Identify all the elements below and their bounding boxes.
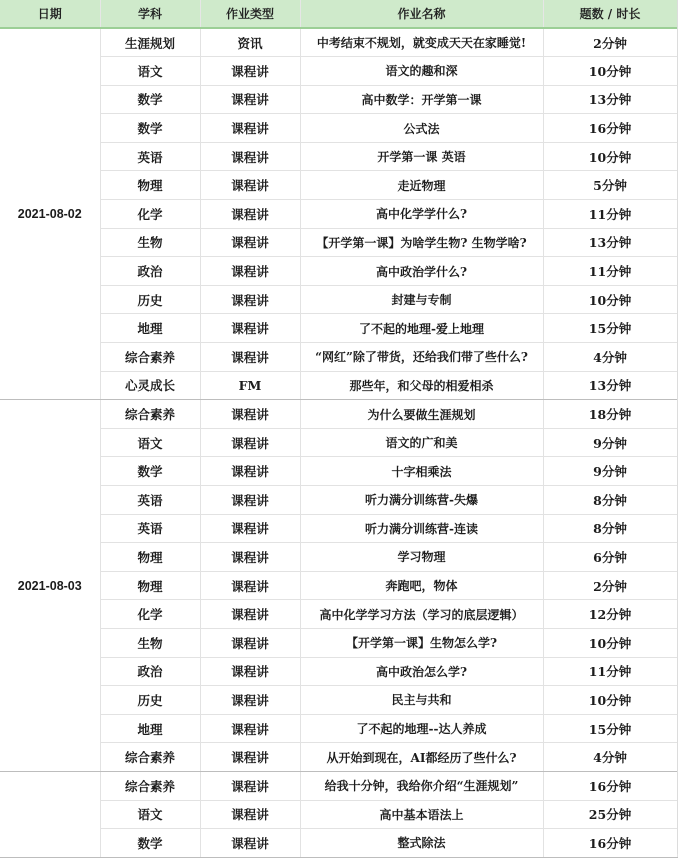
assignment-name-cell[interactable]: 十字相乘法 <box>300 457 543 486</box>
table-row[interactable] <box>0 600 677 629</box>
assignment-name-cell[interactable]: 了不起的地理--达人养成 <box>300 714 543 743</box>
subject-cell[interactable]: 政治 <box>100 657 200 686</box>
assignment-name-cell[interactable]: 听力满分训练营-失爆 <box>300 486 543 515</box>
table-row[interactable] <box>0 800 677 829</box>
duration-cell[interactable]: 11分钟 <box>543 657 677 686</box>
assignment-name-cell[interactable]: 高中基本语法上 <box>300 800 543 829</box>
duration-cell[interactable]: 2分钟 <box>543 28 677 57</box>
header-row <box>0 0 677 28</box>
table-row[interactable] <box>0 343 677 372</box>
table-row[interactable] <box>0 543 677 572</box>
table-row[interactable] <box>0 228 677 257</box>
type-cell[interactable]: 课程讲 <box>200 85 300 114</box>
subject-cell[interactable]: 生物 <box>100 228 200 257</box>
subject-cell[interactable]: 综合素养 <box>100 343 200 372</box>
subject-cell[interactable]: 英语 <box>100 514 200 543</box>
type-cell[interactable]: 课程讲 <box>200 428 300 457</box>
type-cell[interactable]: 课程讲 <box>200 457 300 486</box>
duration-cell[interactable]: 8分钟 <box>543 486 677 515</box>
assignment-name-cell[interactable]: 【开学第一课】为啥学生物? 生物学啥? <box>300 228 543 257</box>
table-row[interactable] <box>0 571 677 600</box>
subject-cell[interactable]: 综合素养 <box>100 771 200 800</box>
table-row[interactable] <box>0 114 677 143</box>
assignment-name-cell[interactable]: 高中化学学习方法（学习的底层逻辑） <box>300 600 543 629</box>
subject-cell[interactable]: 历史 <box>100 686 200 715</box>
subject-cell[interactable]: 数学 <box>100 114 200 143</box>
table-row[interactable] <box>0 714 677 743</box>
duration-cell[interactable]: 2分钟 <box>543 571 677 600</box>
duration-cell[interactable]: 4分钟 <box>543 343 677 372</box>
type-cell[interactable]: 课程讲 <box>200 800 300 829</box>
subject-cell[interactable]: 数学 <box>100 85 200 114</box>
assignment-name-cell[interactable]: 高中政治学什么? <box>300 257 543 286</box>
assignment-name-cell[interactable]: 从开始到现在，AI都经历了些什么? <box>300 743 543 772</box>
type-cell[interactable]: 课程讲 <box>200 285 300 314</box>
table-row[interactable] <box>0 400 677 429</box>
duration-cell[interactable]: 5分钟 <box>543 171 677 200</box>
duration-cell[interactable]: 10分钟 <box>543 628 677 657</box>
subject-cell[interactable]: 物理 <box>100 543 200 572</box>
assignment-name-cell[interactable]: 封建与专制 <box>300 285 543 314</box>
subject-cell[interactable]: 化学 <box>100 200 200 229</box>
type-cell[interactable]: 课程讲 <box>200 400 300 429</box>
header-date[interactable]: 日期 <box>0 0 100 28</box>
subject-cell[interactable]: 语文 <box>100 428 200 457</box>
table-row[interactable] <box>0 28 677 57</box>
table-row[interactable] <box>0 829 677 858</box>
type-cell[interactable]: 课程讲 <box>200 514 300 543</box>
type-cell[interactable]: 课程讲 <box>200 257 300 286</box>
assignment-name-cell[interactable]: 公式法 <box>300 114 543 143</box>
type-cell[interactable]: 课程讲 <box>200 142 300 171</box>
type-cell[interactable]: 课程讲 <box>200 600 300 629</box>
table-row[interactable] <box>0 285 677 314</box>
type-cell[interactable]: 课程讲 <box>200 343 300 372</box>
subject-cell[interactable]: 语文 <box>100 800 200 829</box>
assignment-name-cell[interactable]: 学习物理 <box>300 543 543 572</box>
subject-cell[interactable]: 数学 <box>100 829 200 858</box>
duration-cell[interactable]: 15分钟 <box>543 714 677 743</box>
assignment-name-cell[interactable]: 高中化学学什么? <box>300 200 543 229</box>
assignment-name-cell[interactable]: 听力满分训练营-连读 <box>300 514 543 543</box>
duration-cell[interactable]: 18分钟 <box>543 400 677 429</box>
duration-cell[interactable]: 10分钟 <box>543 285 677 314</box>
assignment-name-cell[interactable]: 【开学第一课】生物怎么学? <box>300 628 543 657</box>
header-duration[interactable]: 题数 / 时长 <box>543 0 677 28</box>
date-cell[interactable]: 2021-08-02 <box>0 28 100 400</box>
type-cell[interactable]: 课程讲 <box>200 657 300 686</box>
subject-cell[interactable]: 综合素养 <box>100 743 200 772</box>
date-cell[interactable]: 2021-08-03 <box>0 400 100 772</box>
type-cell[interactable]: 课程讲 <box>200 743 300 772</box>
type-cell[interactable]: 课程讲 <box>200 114 300 143</box>
type-cell[interactable]: 课程讲 <box>200 171 300 200</box>
subject-cell[interactable]: 化学 <box>100 600 200 629</box>
assignment-name-cell[interactable]: 整式除法 <box>300 829 543 858</box>
duration-cell[interactable]: 10分钟 <box>543 57 677 86</box>
duration-cell[interactable]: 16分钟 <box>543 829 677 858</box>
assignment-name-cell[interactable]: 开学第一课 英语 <box>300 142 543 171</box>
subject-cell[interactable]: 物理 <box>100 171 200 200</box>
type-cell[interactable]: 课程讲 <box>200 571 300 600</box>
table-row[interactable] <box>0 85 677 114</box>
assignment-name-cell[interactable]: “网红”除了带货，还给我们带了些什么? <box>300 343 543 372</box>
table-row[interactable] <box>0 486 677 515</box>
duration-cell[interactable]: 10分钟 <box>543 142 677 171</box>
type-cell[interactable]: 课程讲 <box>200 543 300 572</box>
assignment-name-cell[interactable]: 语文的广和美 <box>300 428 543 457</box>
subject-cell[interactable]: 数学 <box>100 457 200 486</box>
type-cell[interactable]: FM <box>200 371 300 400</box>
duration-cell[interactable]: 16分钟 <box>543 771 677 800</box>
assignment-name-cell[interactable]: 走近物理 <box>300 171 543 200</box>
table-row[interactable] <box>0 686 677 715</box>
type-cell[interactable]: 课程讲 <box>200 628 300 657</box>
type-cell[interactable]: 课程讲 <box>200 228 300 257</box>
table-row[interactable] <box>0 514 677 543</box>
duration-cell[interactable]: 25分钟 <box>543 800 677 829</box>
duration-cell[interactable]: 11分钟 <box>543 257 677 286</box>
subject-cell[interactable]: 心灵成长 <box>100 371 200 400</box>
table-row[interactable] <box>0 628 677 657</box>
table-row[interactable] <box>0 371 677 400</box>
subject-cell[interactable]: 物理 <box>100 571 200 600</box>
subject-cell[interactable]: 生物 <box>100 628 200 657</box>
duration-cell[interactable]: 13分钟 <box>543 85 677 114</box>
assignment-name-cell[interactable]: 民主与共和 <box>300 686 543 715</box>
table-row[interactable] <box>0 314 677 343</box>
subject-cell[interactable]: 英语 <box>100 486 200 515</box>
table-row[interactable] <box>0 200 677 229</box>
subject-cell[interactable]: 生涯规划 <box>100 28 200 57</box>
type-cell[interactable]: 课程讲 <box>200 486 300 515</box>
assignment-name-cell[interactable]: 奔跑吧，物体 <box>300 571 543 600</box>
duration-cell[interactable]: 15分钟 <box>543 314 677 343</box>
table-header <box>0 0 677 28</box>
type-cell[interactable]: 课程讲 <box>200 314 300 343</box>
table-row[interactable] <box>0 171 677 200</box>
assignment-name-cell[interactable]: 语文的趣和深 <box>300 57 543 86</box>
type-cell[interactable]: 课程讲 <box>200 200 300 229</box>
table-body <box>0 28 677 857</box>
assignment-name-cell[interactable]: 高中政治怎么学? <box>300 657 543 686</box>
type-cell[interactable]: 课程讲 <box>200 57 300 86</box>
duration-cell[interactable]: 13分钟 <box>543 228 677 257</box>
table-row[interactable] <box>0 457 677 486</box>
duration-cell[interactable]: 11分钟 <box>543 200 677 229</box>
table-row[interactable] <box>0 57 677 86</box>
table-row[interactable] <box>0 771 677 800</box>
type-cell[interactable]: 课程讲 <box>200 686 300 715</box>
assignment-name-cell[interactable]: 给我十分钟，我给你介绍“生涯规划” <box>300 771 543 800</box>
type-cell[interactable]: 课程讲 <box>200 714 300 743</box>
type-cell[interactable]: 资讯 <box>200 28 300 57</box>
assignment-name-cell[interactable]: 那些年，和父母的相爱相杀 <box>300 371 543 400</box>
subject-cell[interactable]: 政治 <box>100 257 200 286</box>
subject-cell[interactable]: 语文 <box>100 57 200 86</box>
assignment-name-cell[interactable]: 中考结束不规划，就变成天天在家睡觉! <box>300 28 543 57</box>
duration-cell[interactable]: 16分钟 <box>543 114 677 143</box>
header-type[interactable]: 作业类型 <box>200 0 300 28</box>
duration-cell[interactable]: 10分钟 <box>543 686 677 715</box>
subject-cell[interactable]: 历史 <box>100 285 200 314</box>
type-cell[interactable]: 课程讲 <box>200 829 300 858</box>
sheet-right-border <box>677 0 678 854</box>
header-subject[interactable]: 学科 <box>100 0 200 28</box>
assignment-name-cell[interactable]: 为什么要做生涯规划 <box>300 400 543 429</box>
duration-cell[interactable]: 12分钟 <box>543 600 677 629</box>
duration-cell[interactable]: 13分钟 <box>543 371 677 400</box>
header-name[interactable]: 作业名称 <box>300 0 543 28</box>
duration-cell[interactable]: 8分钟 <box>543 514 677 543</box>
subject-cell[interactable]: 地理 <box>100 314 200 343</box>
table-row[interactable] <box>0 257 677 286</box>
assignment-name-cell[interactable]: 了不起的地理-爱上地理 <box>300 314 543 343</box>
date-cell[interactable] <box>0 771 100 857</box>
table-row[interactable] <box>0 142 677 171</box>
subject-cell[interactable]: 综合素养 <box>100 400 200 429</box>
duration-cell[interactable]: 4分钟 <box>543 743 677 772</box>
subject-cell[interactable]: 地理 <box>100 714 200 743</box>
duration-cell[interactable]: 6分钟 <box>543 543 677 572</box>
assignment-name-cell[interactable]: 高中数学：开学第一课 <box>300 85 543 114</box>
duration-cell[interactable]: 9分钟 <box>543 457 677 486</box>
subject-cell[interactable]: 英语 <box>100 142 200 171</box>
duration-cell[interactable]: 9分钟 <box>543 428 677 457</box>
table-row[interactable] <box>0 428 677 457</box>
type-cell[interactable]: 课程讲 <box>200 771 300 800</box>
table-row[interactable] <box>0 657 677 686</box>
table-row[interactable] <box>0 743 677 772</box>
